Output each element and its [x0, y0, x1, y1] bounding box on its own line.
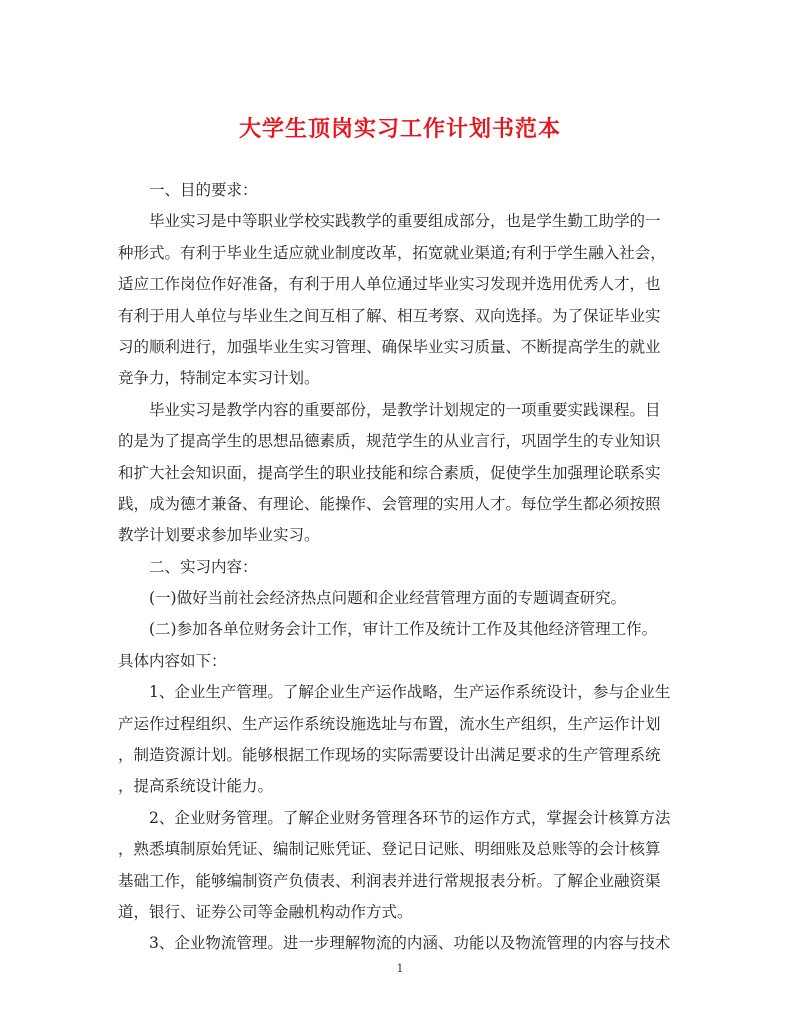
text-line: 基础工作，能够编制资产负债表、利润表并进行常规报表分析。了解企业融资渠: [118, 871, 661, 890]
text-line: 一、目的要求：: [149, 181, 258, 199]
text-line: 1、企业生产管理。了解企业生产运作战略，生产运作系统设计，参与企业生: [149, 683, 671, 702]
text-line: 2、企业财务管理。了解企业财务管理各环节的运作方式，掌握会计核算方法: [149, 808, 671, 827]
text-line: 3、企业物流管理。进一步理解物流的内涵、功能以及物流管理的内容与技术: [149, 934, 671, 953]
text-line: 教学计划要求参加毕业实习。: [118, 526, 320, 545]
text-line: 的是为了提高学生的思想品德素质，规范学生的从业言行，巩固学生的专业知识: [118, 432, 661, 451]
text-line: 二、实习内容：: [149, 557, 258, 576]
text-line: 具体内容如下：: [118, 651, 227, 670]
document-title: 大学生顶岗实习工作计划书范本: [238, 116, 561, 142]
text-line: 适应工作岗位作好准备，有利于用人单位通过毕业实习发现并选用优秀人才，也: [118, 275, 661, 294]
document-body: [118, 175, 682, 960]
text-line: 毕业实习是教学内容的重要部份，是教学计划规定的一项重要实践课程。目: [149, 400, 661, 419]
text-line: 有利于用人单位与毕业生之间互相了解、相互考察、双向选择。为了保证毕业实: [118, 306, 661, 325]
text-line: ，制造资源计划。能够根据工作现场的实际需要设计出满足要求的生产管理系统: [118, 746, 661, 765]
text-line: ，提高系统设计能力。: [118, 777, 274, 796]
text-line: 毕业实习是中等职业学校实践教学的重要组成部分，也是学生勤工助学的一: [149, 212, 661, 231]
text-line: 竞争力，特制定本实习计划。: [118, 369, 320, 388]
text-line: 种形式。有利于毕业生适应就业制度改革，拓宽就业渠道;有利于学生融入社会，: [118, 243, 666, 262]
text-line: 和扩大社会知识面，提高学生的职业技能和综合素质，促使学生加强理论联系实: [118, 463, 661, 482]
text-line: 产运作过程组织、生产运作系统设施选址与布置，流水生产组织，生产运作计划: [118, 714, 661, 733]
text-line: (一)做好当前社会经济热点问题和企业经营管理方面的专题调查研究。: [149, 589, 627, 608]
text-line: 习的顺利进行，加强毕业生实习管理、确保毕业实习质量、不断提高学生的就业: [118, 337, 661, 356]
text-line: (二)参加各单位财务会计工作，审计工作及统计工作及其他经济管理工作。: [149, 620, 658, 639]
text-line: 践，成为德才兼备、有理论、能操作、会管理的实用人才。每位学生都必须按照: [118, 494, 661, 513]
text-line: 道，银行、证券公司等金融机构动作方式。: [118, 902, 413, 921]
text-line: ，熟悉填制原始凭证、编制记账凭证、登记日记账、明细账及总账等的会计核算: [118, 840, 661, 859]
page-number: 1: [396, 962, 404, 975]
